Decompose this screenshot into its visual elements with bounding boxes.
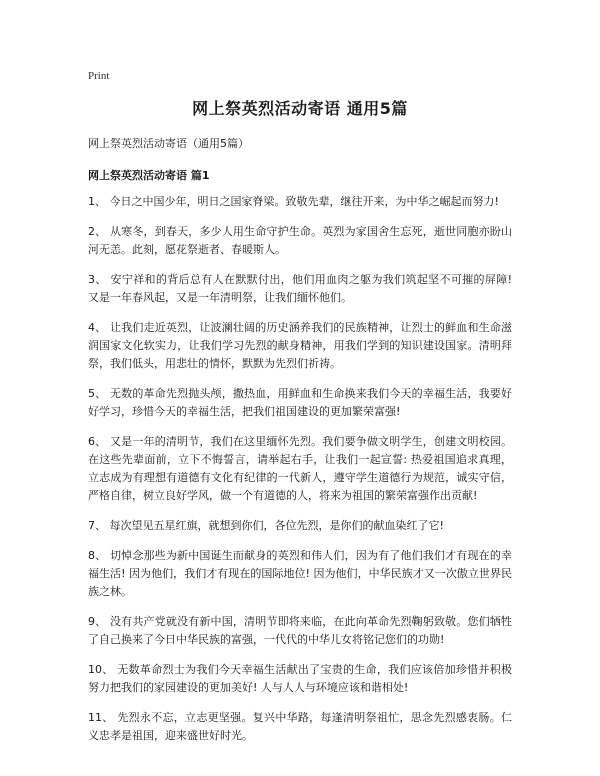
paragraph-7: 7、 每次望见五星红旗，就想到你们，各位先烈，是你们的献血染红了它! bbox=[88, 519, 444, 532]
section-heading: 网上祭英烈活动寄语 篇1 bbox=[88, 169, 210, 182]
paragraph-10: 10、 无数革命烈士为我们今天幸福生活献出了宝贵的生命，我们应该倍加珍惜并积极努力把我们的家园建设的更加美好! 人与人人与环境应该和谐相处! bbox=[88, 663, 512, 694]
paragraph-6: 6、 又是一年的清明节，我们在这里缅怀先烈。我们要争做文明学生，创建文明校园。在这些先辈面前，立下不悔誓言，请举起右手，让我们一起宣誓: 热爱祖国追求真理，立志成为有理想有道德有文化有纪律的一代新人，遵守学生道德行为规范，诚实守信，严格自律，树立良好学风，做一个有道德的人，将来为祖国的繁荣富强作出贡献! bbox=[88, 435, 512, 502]
page-title: 网上祭英烈活动寄语 通用5篇 bbox=[192, 99, 408, 118]
paragraph-2: 2、 从寒冬，到春天，多少人用生命守护生命。英烈为家国舍生忘死，逝世同胞亦盼山河无恙。此刻，愿花祭逝者、春暖斯人。 bbox=[88, 225, 512, 256]
paragraph-11: 11、 先烈永不忘，立志更坚强。复兴中华路，每逢清明祭祖忙，思念先烈感衷肠。仁义忠孝是祖国，迎来盛世好时光。 bbox=[88, 711, 512, 742]
print-link[interactable]: Print bbox=[88, 70, 110, 82]
paragraph-8: 8、 切悼念那些为新中国诞生而献身的英烈和伟人们，因为有了他们我们才有现在的幸福生活! 因为他们，我们才有现在的国际地位! 因为他们，中华民族才又一次傲立世界民族之林。 bbox=[88, 549, 512, 598]
paragraph-5: 5、 无数的革命先烈抛头颅，撒热血，用鲜血和生命换来我们今天的幸福生活，我要好好学习，珍惜今天的幸福生活，把我们祖国建设的更加繁荣富强! bbox=[88, 387, 512, 418]
paragraph-3: 3、 安宁祥和的背后总有人在默默付出，他们用血肉之躯为我们筑起坚不可摧的屏障! 又是一年春风起，又是一年清明祭，让我们缅怀他们。 bbox=[88, 273, 512, 304]
paragraph-4: 4、 让我们走近英烈，让波澜壮阔的历史涵养我们的民族精神，让烈士的鲜血和生命滋润国家文化软实力，让我们学习先烈的献身精神，用我们学到的知识建设国家。清明拜祭，我们低头，用悲壮的情怀，默默为先烈们祈祷。 bbox=[88, 321, 512, 370]
paragraph-9: 9、 没有共产党就没有新中国，清明节即将来临，在此向革命先烈鞠躬致敬。您们牺牲了自己换来了今日中华民族的富强，一代代的中华儿女将铭记您们的功勋! bbox=[88, 615, 512, 646]
paragraph-1: 1、 今日之中国少年，明日之国家脊梁。致敬先辈，继往开来，为中华之崛起而努力! bbox=[88, 195, 499, 208]
document-subtitle: 网上祭英烈活动寄语（通用5篇） bbox=[88, 137, 249, 150]
